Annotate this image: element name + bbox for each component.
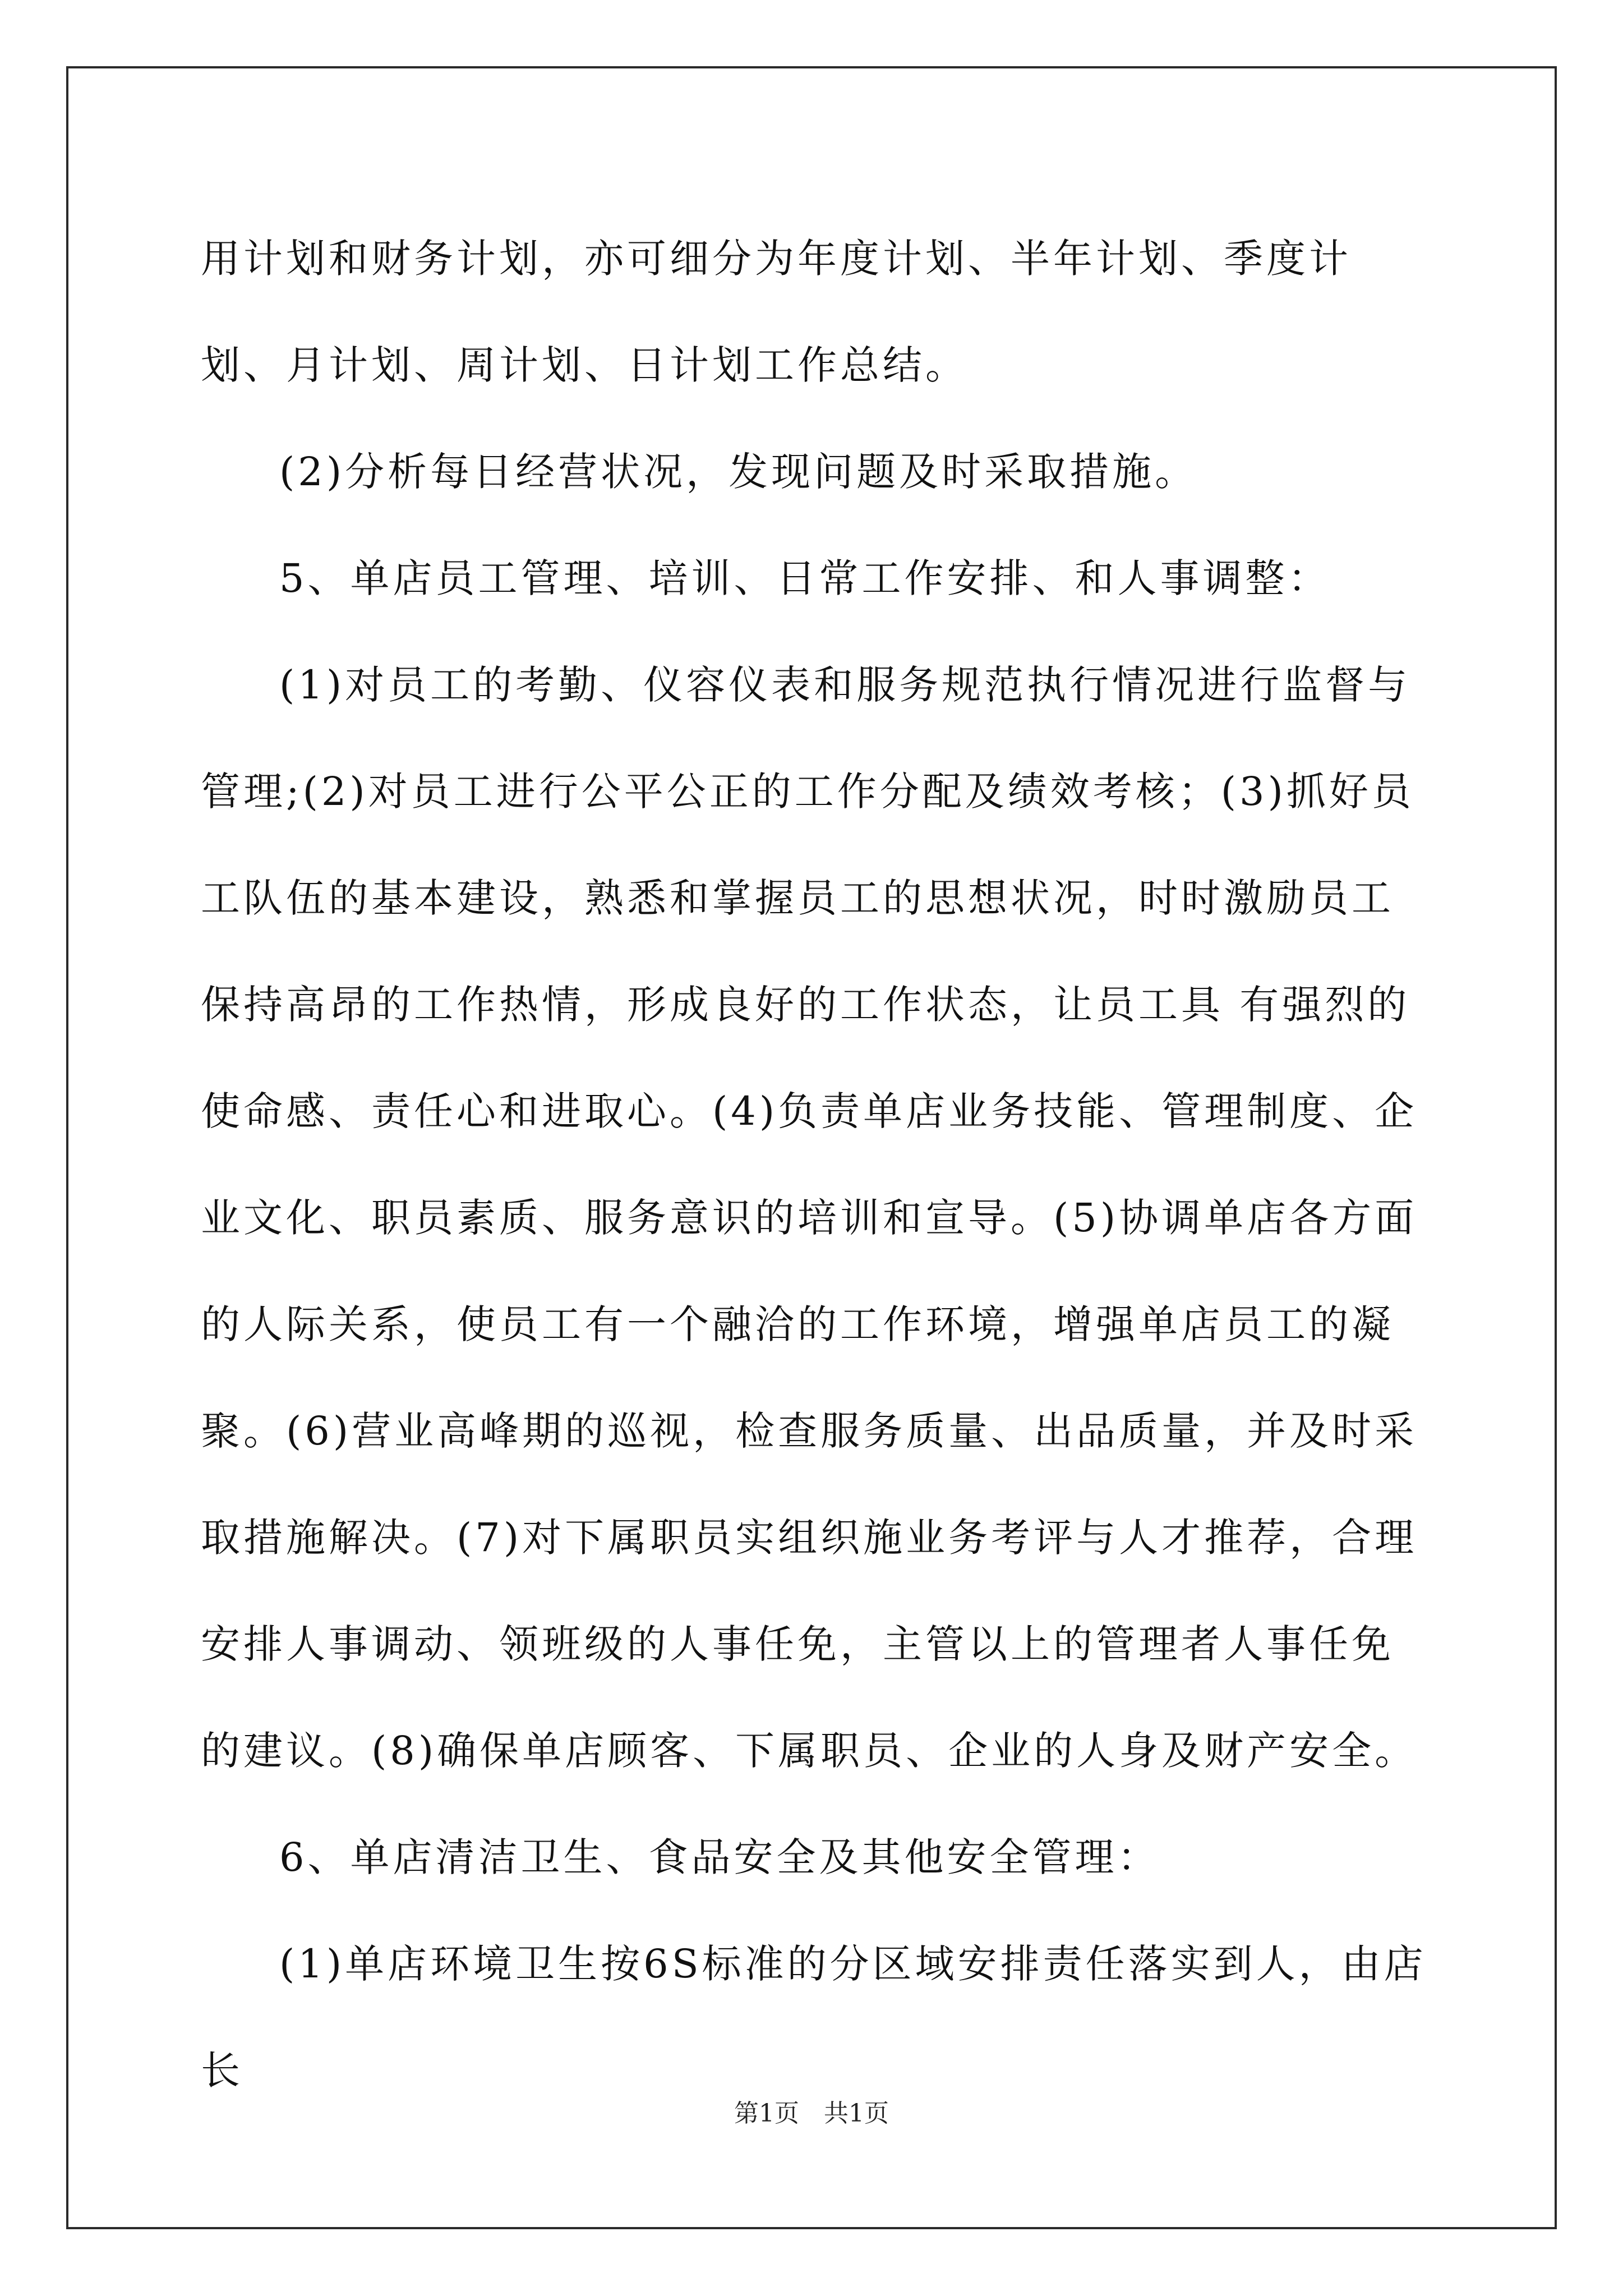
document-body [201,205,1435,2124]
paragraph-4: (1)对员工的考勤、仪容仪表和服务规范执行情况进行监督与管理;(2)对员工进行公平公正的工作分配及绩效考核；(3)抓好员工队伍的基本建设，熟悉和掌握员工的思想状况，时时激励员工保持高昂的工作热情，形成良好的工作状态，让员工具 有强烈的使命感、责任心和进取心。(4)负责单店业务技能、管理制度、企业文化、职员素质、服务意识的培训和宣导。(5)协调单店各方面的人际关系，使员工有一个融洽的工作环境，增强单店员工的凝聚。(6)营业高峰期的巡视，检查服务质量、出品质量，并及时采取措施解决。(7)对下属职员实组织施业务考评与人才推荐，合理安排人事调动、领班级的人事任免，主管以上的管理者人事任免的建议。(8)确保单店顾客、下属职员、企业的人身及财产安全。 [201,662,1418,1774]
paragraph-2: (2)分析每日经营状况，发现问题及时采取措施。 [279,449,1198,495]
paragraph-6: (1)单店环境卫生按6S标准的分区域安排责任落实到人，由店长 [201,1941,1427,2093]
paragraph-3: 5、单店员工管理、培训、日常工作安排、和人事调整： [279,555,1331,601]
page-number-footer: 第1页 共1页 [734,2099,889,2128]
paragraph-5: 6、单店清洁卫生、食品安全及其他安全管理： [279,1834,1160,1880]
paragraph-1: 用计划和财务计划，亦可细分为年度计划、半年计划、季度计划、月计划、周计划、日计划工作总结。 [201,236,1352,388]
